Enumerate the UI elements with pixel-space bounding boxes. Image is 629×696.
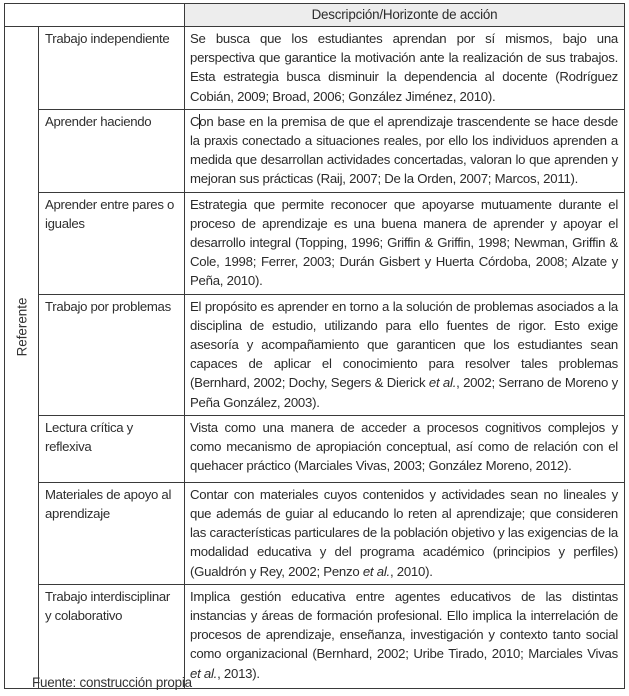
row-label: Trabajo por problemas [39, 294, 185, 415]
source-note: Fuente: construcción propia [32, 675, 192, 690]
description-italic: et al. [428, 375, 457, 391]
row-description [185, 294, 625, 415]
description-text-end: , 2013). [217, 665, 260, 681]
row-description [185, 482, 625, 584]
table-row [5, 27, 625, 110]
description-text: Contar con materiales cuyos contenidos y actividades sean no lineales y que además de guiar al educando lo reten al aprendizaje; que consideren las características particulares de la población objetivo y las exigencias de la modalidad educativa y del programa académico (principios y perfiles) (Gualdrón y Rey, 2002; Penzo [190, 486, 618, 579]
table-header-row [5, 4, 625, 27]
row-label: Lectura crítica y reflexiva [39, 415, 185, 482]
row-label: Trabajo independiente [39, 27, 185, 110]
row-group-cell [5, 27, 39, 689]
description-text: El propósito es aprender en torno a la solución de problemas asociados a la disciplina de estudio, utilizando para ello fuentes de rigor. Esto exige asesoría y acompañamiento que garanticen que los estudiantes sean capaces de aplicar el conocimiento para resolver tales problemas (Bernhard, 2002; Dochy, Segers & Dierick [190, 298, 618, 391]
row-label: Aprender haciendo [39, 109, 185, 192]
row-description: Estrategia que permite reconocer que apoyarse mutuamente durante el proceso de aprendizaje es una buena manera de aprender y apoyar el desarrollo integral (Topping, 1996; Griffin & Griffin, 1998; Newman, Griffin & Cole, 1998; Ferrer, 2003; Durán Gisbert y Huerta Córdoba, 2008; Alzate y Peña, 2010). [185, 192, 625, 294]
header-description: Descripción/Horizonte de acción [185, 4, 625, 27]
table-row [5, 109, 625, 192]
description-italic: et al. [190, 665, 218, 681]
strategies-table-container [4, 3, 624, 689]
row-description[interactable] [185, 109, 625, 192]
strategies-table [4, 3, 625, 689]
table-row [5, 294, 625, 415]
row-group-label: Referente [14, 297, 29, 357]
description-text: Implica gestión educativa entre agentes educativos de las distintas instancias y áreas de formación profesional. Ello implica la interrelación de procesos de aprendizaje, enseñanza, investigación y contexto tanto social como organizacional (Bernhard, 2002; Uribe Tirado, 2010; Marciales Vivas [190, 588, 618, 662]
row-label: Trabajo interdisciplinar y colaborativo [39, 584, 185, 688]
row-description: Se busca que los estudiantes aprendan por sí mismos, bajo una perspectiva que garantice la motivación ante la realización de sus trabajos. Esta estrategia busca disminuir la dependencia al docente (Rodríguez Cobián, 2009; Broad, 2006; González Jiménez, 2010). [185, 27, 625, 110]
table-row [5, 192, 625, 294]
description-text-end: , 2010). [389, 563, 433, 579]
row-label: Materiales de apoyo al aprendizaje [39, 482, 185, 584]
table-row [5, 415, 625, 482]
row-description: Vista como una manera de acceder a procesos cognitivos complejos y como mecanismo de apropiación conceptual, así como de relación con el quehacer práctico (Marciales Vivas, 2003; González Moreno, 2012). [185, 415, 625, 482]
description-italic: et al. [362, 563, 390, 579]
header-empty-cell [5, 4, 185, 27]
row-description [185, 584, 625, 688]
row-label: Aprender entre pares o iguales [39, 192, 185, 294]
description-first-char: C [190, 113, 200, 129]
description-rest: on base en la premisa de que el aprendizaje trascendente se hace desde la praxis conectado a situaciones reales, por ello los individuos aprenden a medida que desarrollan actividades concertadas, valoran lo que aprenden y mejoran sus prácticas (Raij, 2007; De la Orden, 2007; Marcos, 2011). [190, 113, 618, 187]
description-text-end: , 2002; Serrano de Moreno y Peña González, 2003). [190, 375, 618, 410]
table-row [5, 584, 625, 688]
table-row [5, 482, 625, 584]
